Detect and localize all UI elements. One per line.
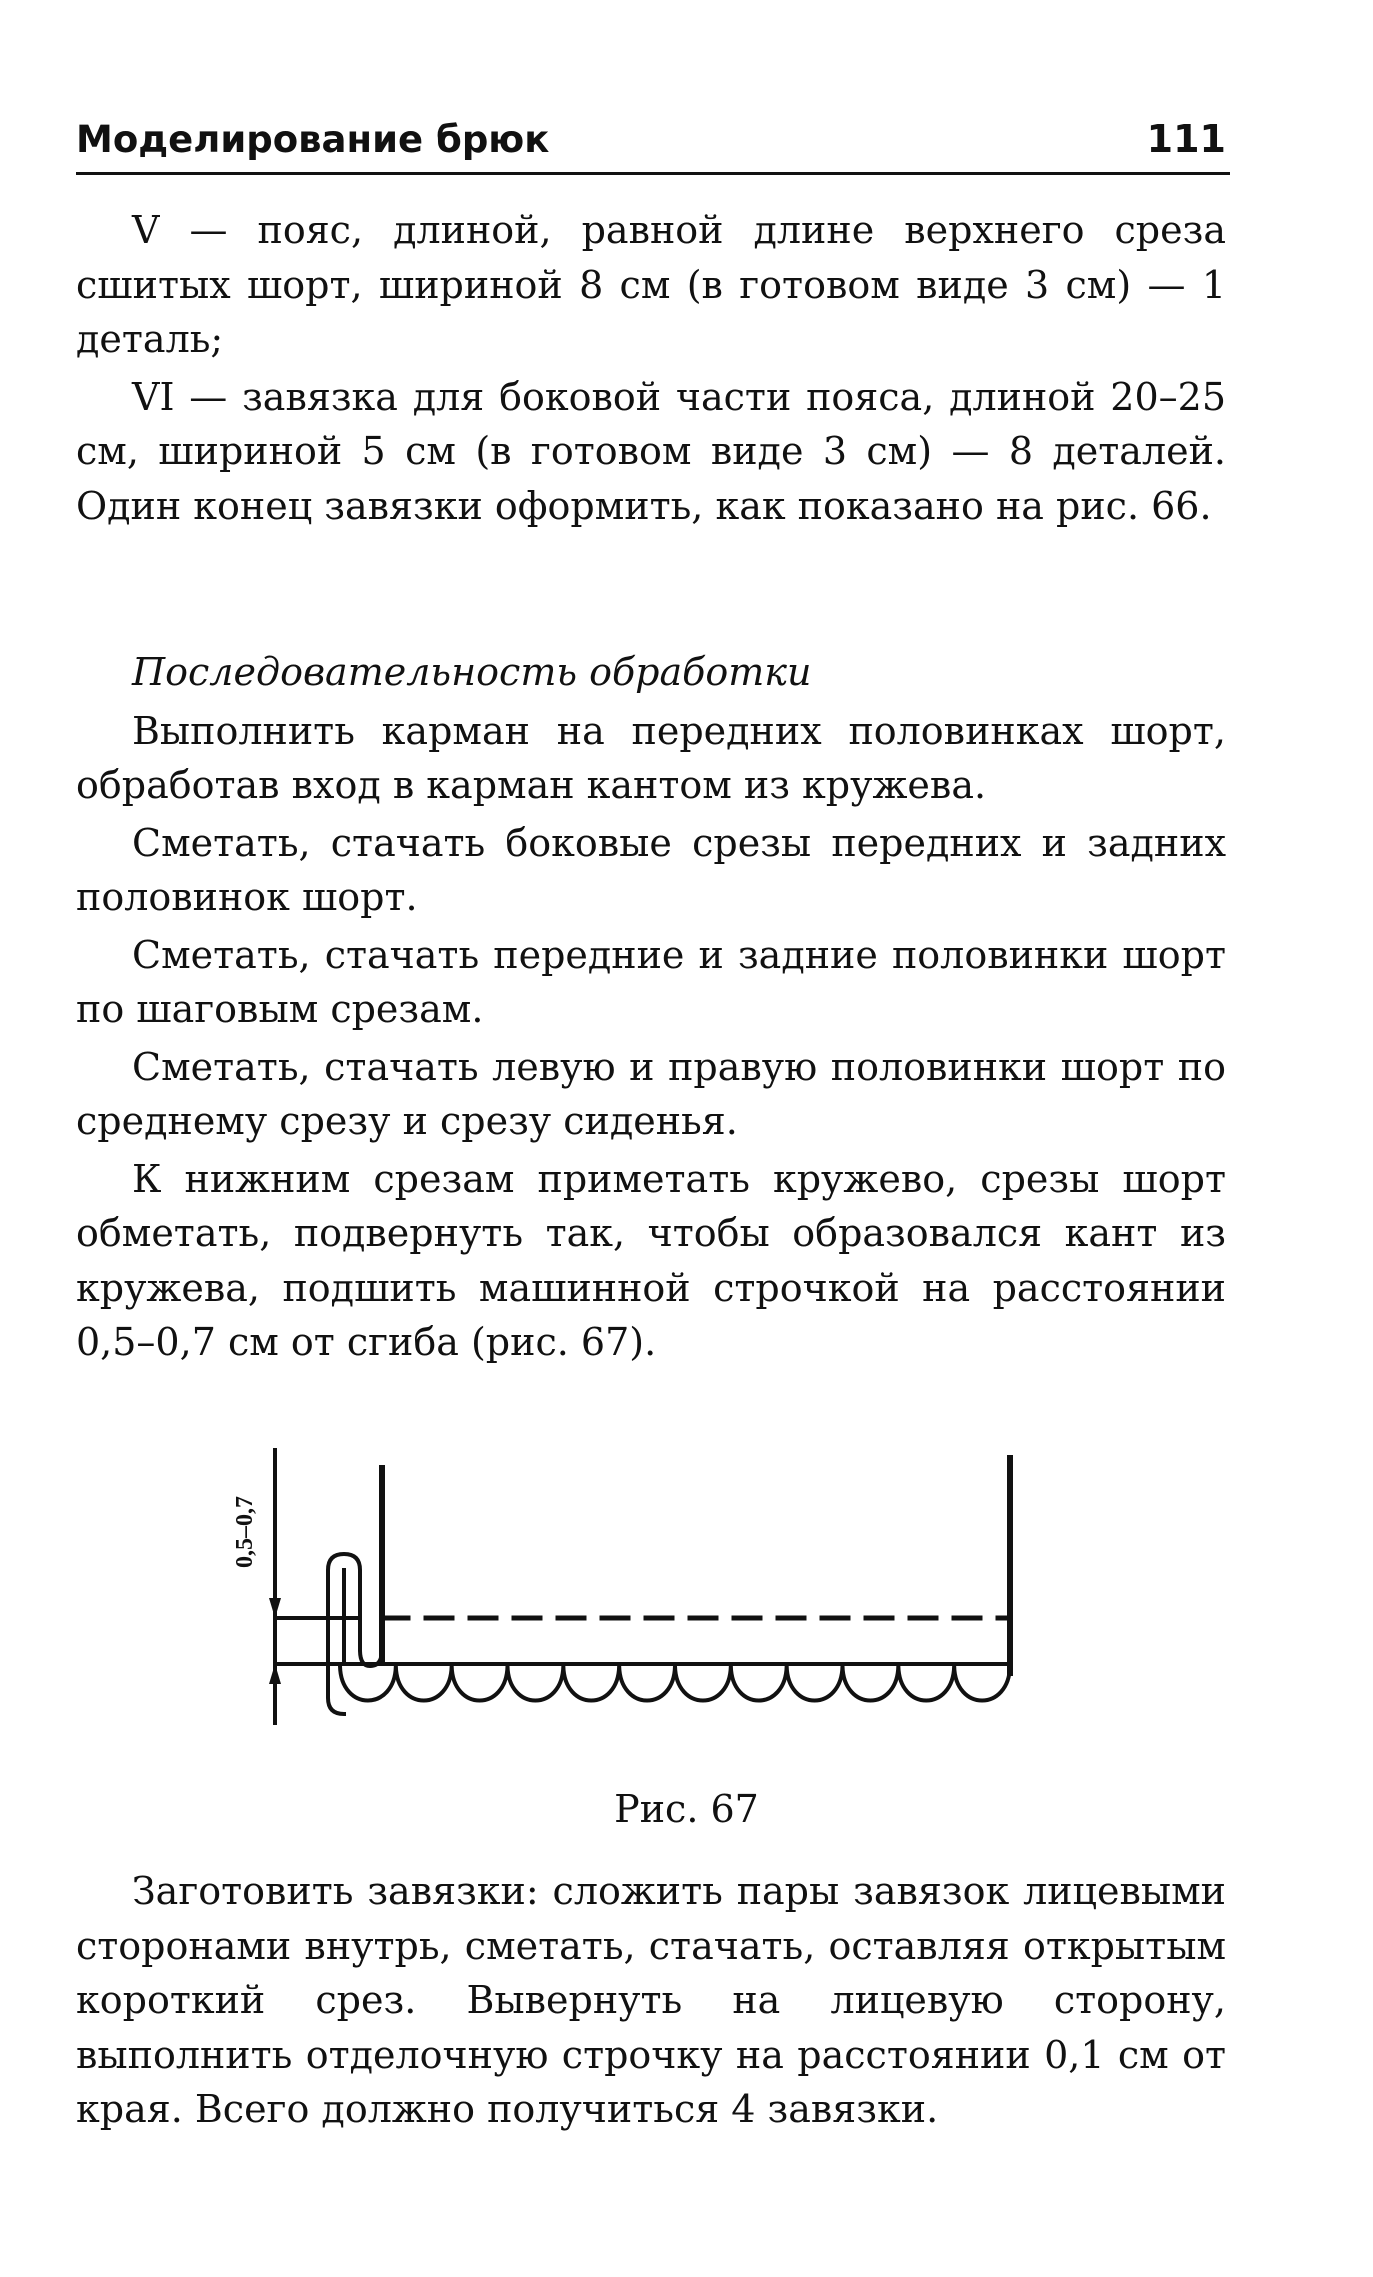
step-paragraph: Сметать, стачать левую и правую половинки шорт по среднему срезу и срезу сиденья. — [76, 1044, 1226, 1143]
processing-sequence — [76, 645, 1226, 1370]
page-number: 111 — [1146, 117, 1226, 161]
paragraph-detail-v: V — пояс, длиной, равной длине верхнего среза сшитых шорт, шириной 8 см (в готовом виде 3 см) — 1 деталь; — [76, 208, 1226, 361]
step-paragraph: Сметать, стачать передние и задние половинки шорт по шаговым срезам. — [76, 932, 1226, 1031]
step-paragraph: К нижним срезам приметать кружево, срезы шорт обметать, подвернуть так, чтобы образовался кант из кружева, подшить машинной строчкой на расстоянии 0,5–0,7 см от сгиба (рис. 67). — [76, 1156, 1226, 1364]
dimension-arrow-up — [269, 1664, 281, 1684]
chapter-title: Моделирование брюк — [76, 118, 550, 161]
dimension-label: 0,5–0,7 — [232, 1496, 258, 1568]
running-header — [76, 112, 1230, 175]
step-paragraph: Сметать, стачать боковые срезы передних и задних половинок шорт. — [76, 820, 1226, 919]
figure-67-diagram — [220, 1448, 1050, 1738]
paragraph-detail-vi: VI — завязка для боковой части пояса, длиной 20–25 см, шириной 5 см (в готовом виде 3 см) — 8 деталей. Один конец завязки оформить, как показано на рис. 66. — [76, 374, 1226, 528]
step-paragraph: Выполнить карман на передних половинках шорт, обработав вход в карман кантом из кружева. — [76, 708, 1226, 807]
ties-instructions — [76, 1864, 1226, 2137]
dimension-arrow-down — [269, 1598, 281, 1618]
hem-fold — [328, 1554, 382, 1714]
section-heading: Последовательность обработки — [132, 650, 812, 694]
lace-scallops — [340, 1666, 1010, 1701]
paragraph-ties: Заготовить завязки: сложить пары завязок лицевыми сторонами внутрь, сметать, стачать, оставляя открытым короткий срез. Вывернуть на лицевую сторону, выполнить отделочную строчку на расстоянии 0,1 см от края. Всего должно получиться 4 завязки. — [76, 1869, 1226, 2131]
hem-lace-diagram — [220, 1448, 1050, 1738]
figure-caption: Рис. 67 — [614, 1787, 759, 1831]
detail-list — [76, 203, 1226, 533]
lace-scallop-edge — [340, 1666, 1010, 1701]
